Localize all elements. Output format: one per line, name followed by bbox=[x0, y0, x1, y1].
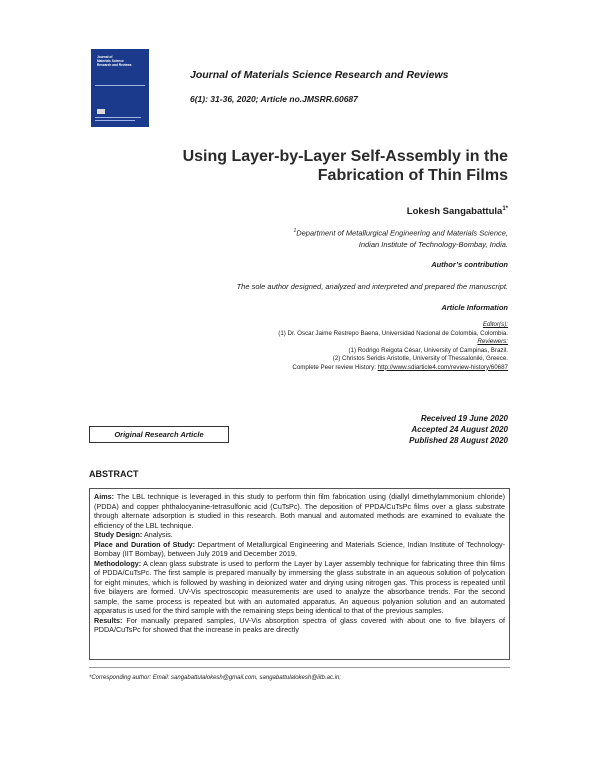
publication-dates bbox=[409, 413, 508, 446]
footnote-divider bbox=[89, 667, 510, 668]
article-info bbox=[128, 321, 508, 372]
journal-cover-image bbox=[91, 49, 149, 127]
cover-text-line bbox=[95, 117, 141, 118]
journal-name: Journal of Materials Science Research and Reviews bbox=[190, 69, 449, 81]
reviewer: (2) Christos Seridis Aristotle, University of Thessaloniki, Greece. bbox=[332, 355, 508, 362]
review-history-link[interactable]: http://www.sdiarticle4.com/review-history/60687 bbox=[377, 363, 508, 371]
article-info-heading: Article Information bbox=[441, 303, 508, 312]
cover-logo bbox=[97, 109, 105, 114]
article-title: Using Layer-by-Layer Self-Assembly in the Fabrication of Thin Films bbox=[182, 148, 508, 184]
editor-label: Editor(s): bbox=[482, 321, 508, 328]
contribution-heading: Author’s contribution bbox=[431, 260, 508, 269]
abstract-methodology: Methodology: A clean glass substrate is used to perform the Layer by Layer assembly technique for fabricating three thin films of PDDA/CuTsPc. The first sample is prepared manually by immersing the glass substrate in an aqueous solution of polycation for eight minutes, which is followed by washing in deionized water and drying using nitrogen gas. This process is repeated until five bilayers are formed. UV-Vis spectroscopic measurements are used to analyze the absorbance trends. For the second sample, the same process is repeated but with an automated apparatus. An aqueous polyanion solution and an automated apparatus is used for the third sample with the remaining steps being identical to that of the previous samples. bbox=[94, 558, 505, 615]
cover-divider bbox=[95, 85, 145, 86]
abstract-box bbox=[89, 488, 510, 660]
reviewer: (1) Rodrigo Reigota César, University of Campinas, Brazil. bbox=[348, 346, 508, 354]
abstract-heading: ABSTRACT bbox=[89, 469, 139, 479]
published-date: Published 28 August 2020 bbox=[409, 436, 508, 445]
reviewers-label: Reviewers: bbox=[477, 338, 508, 345]
accepted-date: Accepted 24 August 2020 bbox=[411, 425, 508, 434]
cover-text-line bbox=[95, 120, 135, 121]
contribution-text: The sole author designed, analyzed and interpreted and prepared the manuscript. bbox=[236, 282, 508, 291]
abstract-results: Results: For manually prepared samples, UV-Vis absorption spectra of glass covered with about one to five bilayers of PDDA/CuTsPc for showed that the increase in peaks are directly bbox=[94, 615, 506, 634]
cover-title: Journal of Materials Science Research and Reviews bbox=[97, 55, 132, 67]
review-history: Complete Peer review History: http://www.sdiarticle4.com/review-history/60687 bbox=[292, 363, 508, 371]
corresponding-author-footnote: *Corresponding author: Email: sangabattulalokesh@gmail.com, sangabattulalokesh@iitb.ac.in; bbox=[89, 675, 341, 681]
article-type-badge: Original Research Article bbox=[89, 426, 229, 443]
abstract-aims: Aims: The LBL technique is leveraged in this study to perform thin film fabrication using (diallyl dimethylammonium chloride) (PDDA) and copper phthalocyanine-tetrasulfonic acid (CuTsPc). The deposition of PPDA/CuTsPc films over a glass substrate through alternate adsorption is studied in this research. Both manual and automated methods are examined to evaluate the efficiency of the LBL technique. bbox=[94, 492, 505, 530]
received-date: Received 19 June 2020 bbox=[420, 414, 508, 423]
citation: 6(1): 31-36, 2020; Article no.JMSRR.60687 bbox=[190, 94, 358, 104]
affiliation: $^1$Department of Metallurgical Engineering and Materials Science, Indian Institute of Technology-Bombay, India. bbox=[293, 228, 508, 249]
author-name: Lokesh Sangabattula$^{1*}$ bbox=[406, 206, 508, 218]
abstract-design: Study Design: Analysis. bbox=[94, 530, 173, 539]
editor: (1) Dr. Oscar Jaime Restrepo Baena, Universidad Nacional de Colombia, Colombia. bbox=[278, 329, 508, 337]
abstract-place: Place and Duration of Study: Department of Metallurgical Engineering and Materials Science, Indian Institute of Technology-Bombay (IIT Bombay), between July 2019 and December 2019. bbox=[94, 539, 506, 558]
